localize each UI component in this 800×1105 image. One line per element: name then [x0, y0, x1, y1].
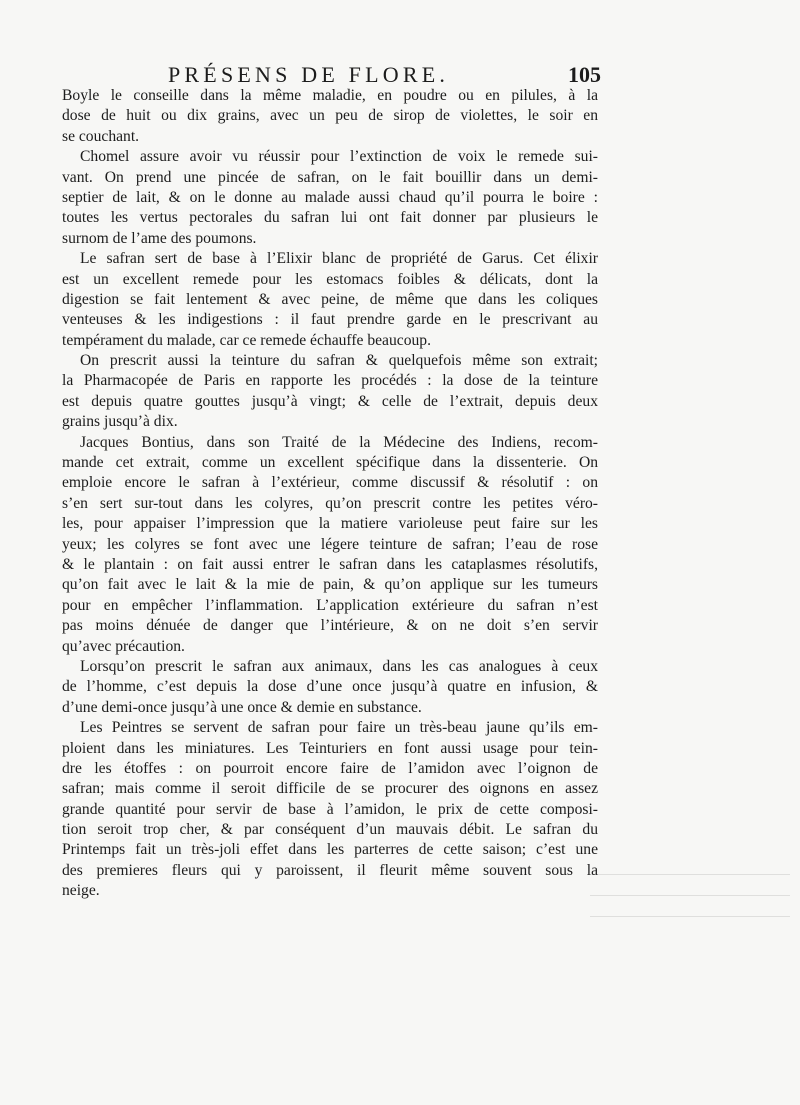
text-line: les, pour appaiser l’impression que la matiere varioleuse peut faire sur les — [62, 515, 598, 533]
text-line: est depuis quatre gouttes jusqu’à vingt; & celle de l’extrait, depuis deux — [62, 392, 598, 410]
text-line: dose de huit ou dix grains, avec un peu de sirop de violettes, le soir en — [62, 107, 598, 125]
bleed-through-marks — [590, 860, 790, 940]
text-line: & le plantain : on fait aussi entrer le safran dans les cataplasmes résolutifs, — [62, 555, 598, 573]
text-line: safran; mais comme il seroit difficile de se procurer des oignons en assez — [62, 780, 598, 798]
text-line: Chomel assure avoir vu réussir pour l’extinction de voix le remede sui- — [80, 148, 598, 166]
text-line: septier de lait, & on le donne au malade aussi chaud qu’il pourra le boire : — [62, 188, 598, 206]
text-line: se couchant. — [62, 127, 140, 145]
text-line: mande cet extrait, comme un excellent spécifique dans la dissenterie. On — [62, 454, 598, 472]
text-line: venteuses & les indigestions : il faut prendre garde en le prescrivant au — [62, 311, 598, 329]
text-line: qu’on fait avec le lait & la mie de pain, & qu’on applique sur les tumeurs — [62, 576, 598, 594]
text-line: d’une demi-once jusqu’à une once & demie en substance. — [62, 698, 422, 716]
text-line: Printemps fait un très-joli effet dans les parterres de cette saison; c’est une — [62, 841, 598, 859]
text-line: s’en sert sur-tout dans les colyres, qu’on prescrit contre les petites véro- — [62, 494, 598, 512]
text-line: dre les étoffes : on pourroit encore faire de l’amidon avec l’oignon de — [62, 759, 598, 777]
text-line: tion seroit trop cher, & par conséquent d’un mauvais débit. Le safran du — [62, 821, 598, 839]
text-line: qu’avec précaution. — [62, 637, 185, 655]
text-line: toutes les vertus pectorales du safran lui ont fait donner par plusieurs le — [62, 209, 598, 227]
text-line: Les Peintres se servent de safran pour faire un très-beau jaune qu’ils em- — [80, 719, 598, 737]
text-line: ploient dans les miniatures. Les Teinturiers en font aussi usage pour tein- — [62, 739, 598, 757]
text-line: yeux; les colyres se font avec une légere teinture de safran; l’eau de rose — [62, 535, 598, 553]
text-line: Lorsqu’on prescrit le safran aux animaux, dans les cas analogues à ceux — [80, 657, 598, 675]
page-number: 105 — [568, 62, 601, 87]
text-line: grains jusqu’à dix. — [62, 413, 178, 431]
text-line: de l’homme, c’est depuis la dose d’une once jusqu’à quatre en infusion, & — [62, 678, 598, 696]
text-line: grande quantité pour servir de base à l’amidon, le prix de cette composi- — [62, 800, 598, 818]
body-text — [62, 86, 598, 902]
text-line: vant. On prend une pincée de safran, on le fait bouillir dans un demi- — [62, 168, 598, 186]
text-line: est un excellent remede pour les estomacs foibles & délicats, dont la — [62, 270, 598, 288]
text-line: On prescrit aussi la teinture du safran & quelquefois même son extrait; — [80, 352, 598, 370]
text-line: Le safran sert de base à l’Elixir blanc de propriété de Garus. Cet élixir — [80, 250, 598, 268]
text-line: surnom de l’ame des poumons. — [62, 229, 257, 247]
text-line: Jacques Bontius, dans son Traité de la Médecine des Indiens, recom- — [80, 433, 598, 451]
text-line: emploie encore le safran à l’extérieur, comme discussif & résolutif : on — [62, 474, 598, 492]
text-line: tempérament du malade, car ce remede échauffe beaucoup. — [62, 331, 431, 349]
text-line: la Pharmacopée de Paris en rapporte les procédés : la dose de la teinture — [62, 372, 598, 390]
running-title: PRÉSENS DE FLORE. — [168, 62, 450, 87]
text-line: digestion se fait lentement & avec peine, de même que dans les coliques — [62, 290, 598, 308]
text-line: pour en empêcher l’inflammation. L’application extérieure du safran n’est — [62, 596, 598, 614]
text-line: pas moins dénuée de danger que l’intérieure, & on ne doit s’en servir — [62, 617, 598, 635]
text-line: Boyle le conseille dans la même maladie, en poudre ou en pilules, à la — [62, 87, 598, 104]
text-line: des premieres fleurs qui y paroissent, il fleurit même souvent sous la — [62, 861, 598, 879]
text-line: neige. — [62, 882, 100, 900]
